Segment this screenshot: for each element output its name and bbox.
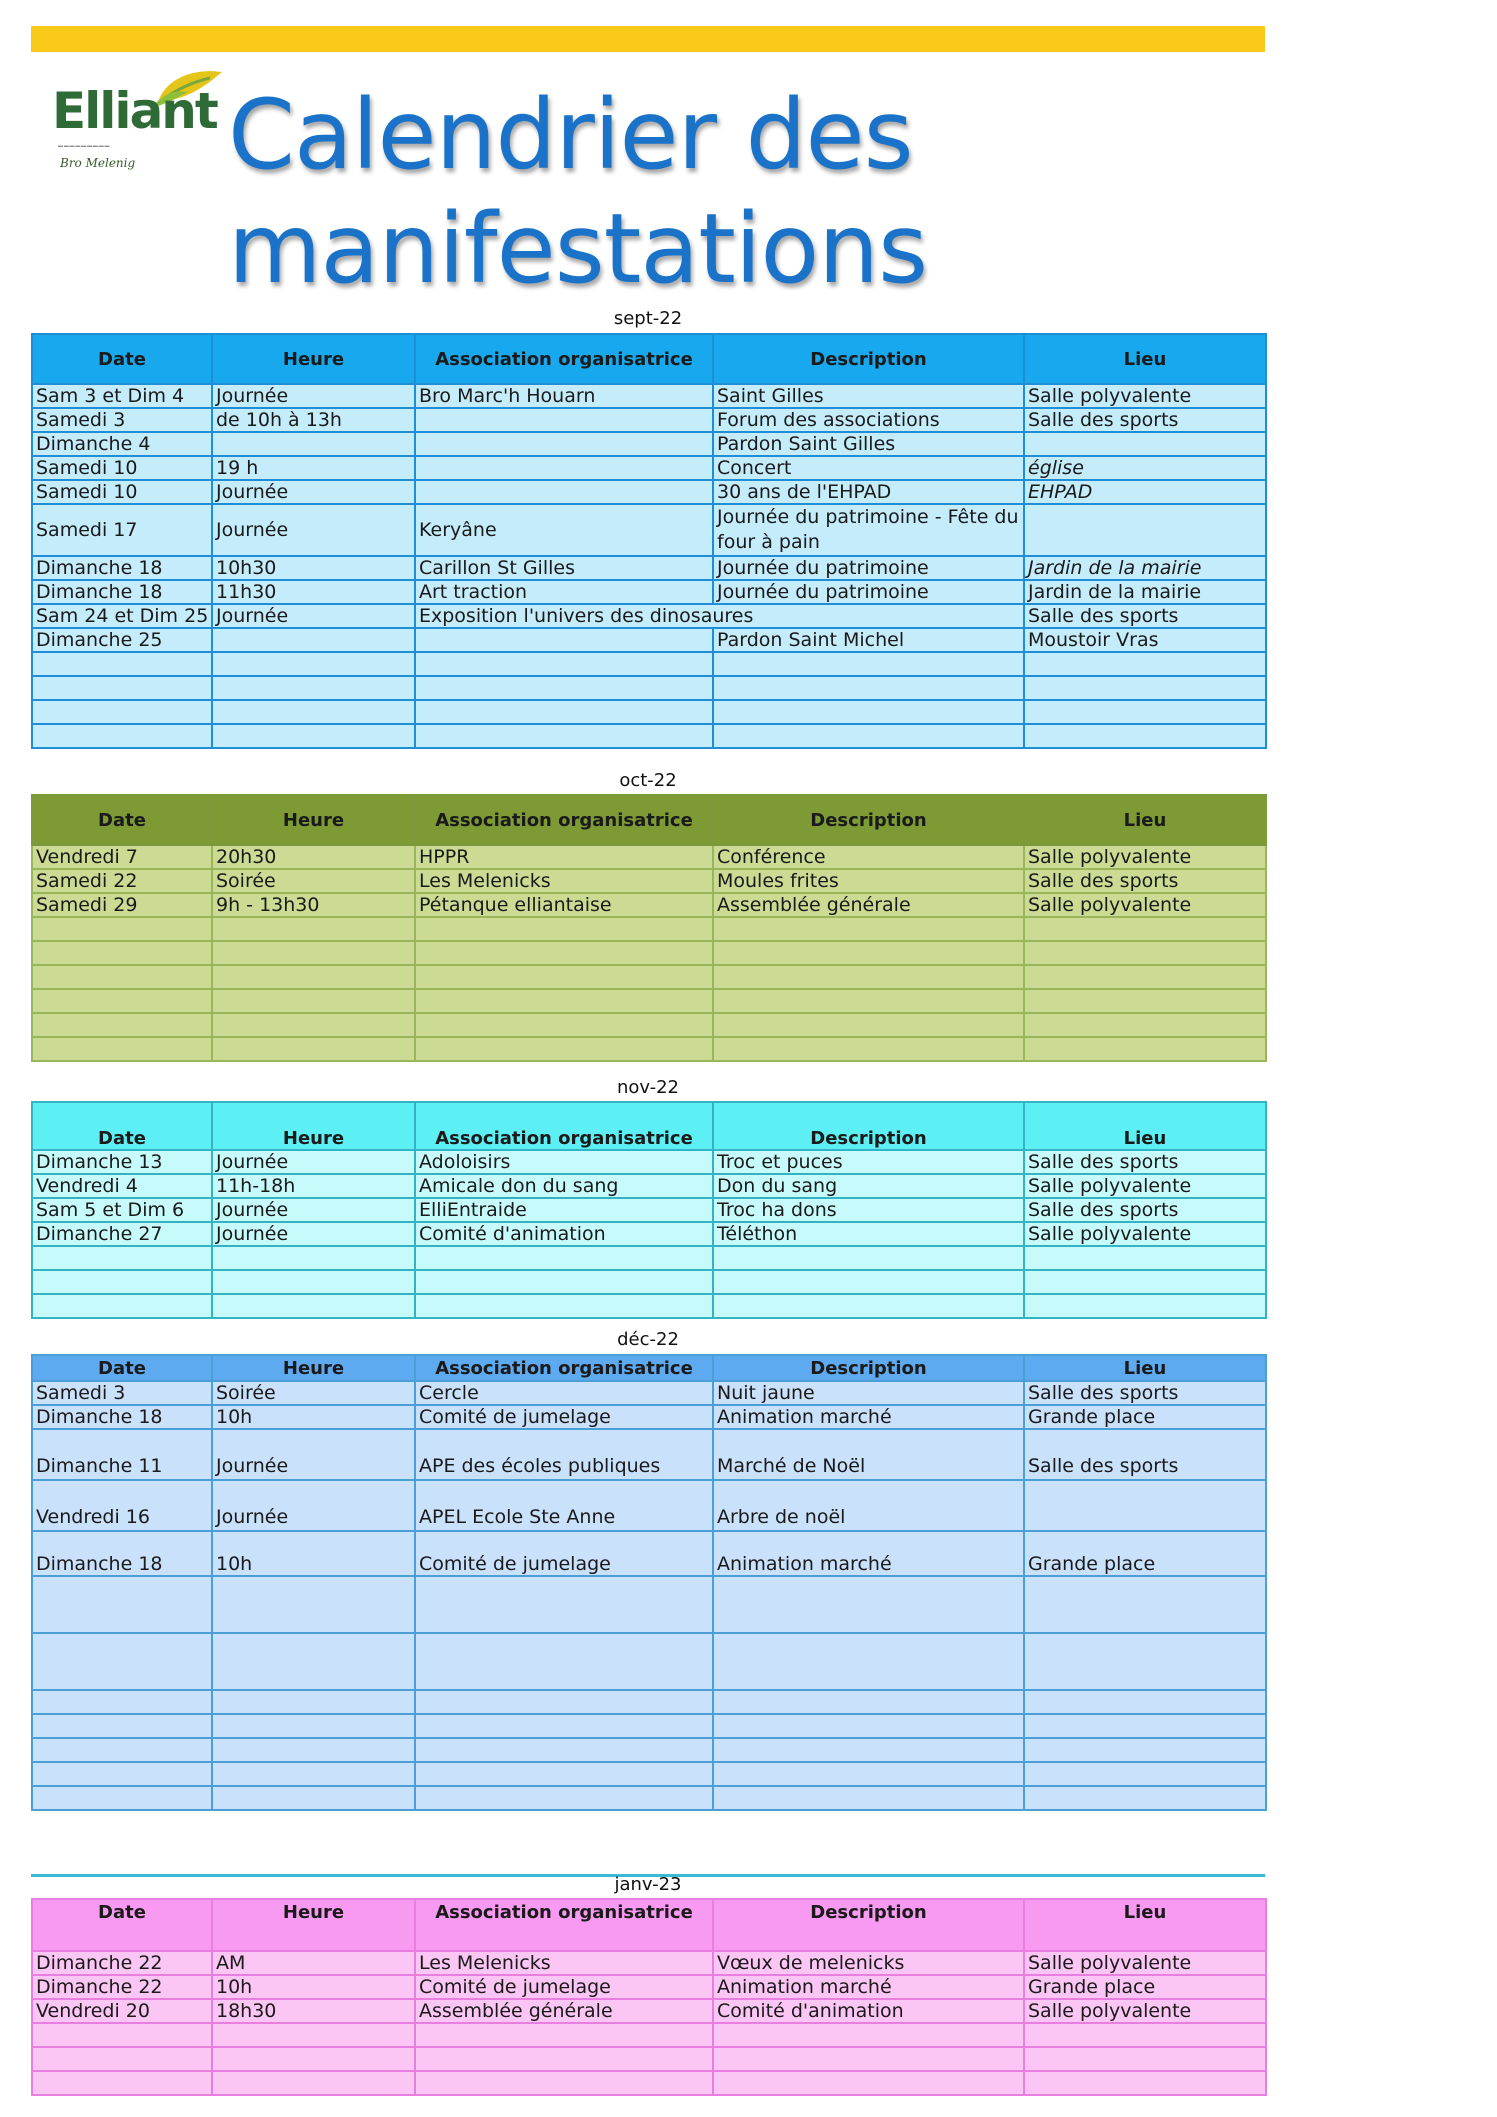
col-lieu: Lieu: [1024, 1899, 1266, 1951]
empty-row: [32, 1786, 1266, 1810]
calendar-table-sept: [31, 333, 1267, 749]
empty-row: [32, 1714, 1266, 1738]
title-line-1: Calendrier des: [228, 79, 913, 191]
cell-date: Sam 5 et Dim 6: [32, 1198, 212, 1222]
cell-heure: 10h: [212, 1405, 415, 1429]
table-row: [32, 480, 1266, 504]
cell-lieu: Grande place: [1024, 1405, 1266, 1429]
cell-date: Samedi 17: [32, 504, 212, 556]
col-description: Description: [713, 334, 1024, 384]
cell-date: Samedi 3: [32, 408, 212, 432]
cell-heure: 10h: [212, 1531, 415, 1576]
col-date: Date: [32, 1899, 212, 1951]
col-lieu: Lieu: [1024, 334, 1266, 384]
cell-heure: Journée: [212, 480, 415, 504]
cell-association: Les Melenicks: [415, 1951, 713, 1975]
cell-association: Comité de jumelage: [415, 1405, 713, 1429]
cell-lieu: Jardin de la mairie: [1024, 556, 1266, 580]
calendar-table-oct: [31, 794, 1267, 1062]
table-header: [32, 1355, 1266, 1381]
cell-description: Forum des associations: [713, 408, 1024, 432]
cell-date: Vendredi 7: [32, 845, 212, 869]
cell-heure: 18h30: [212, 1999, 415, 2023]
cell-association: Keryâne: [415, 504, 713, 556]
cell-association: Carillon St Gilles: [415, 556, 713, 580]
cell-description: Troc et puces: [713, 1150, 1024, 1174]
title-line-2: manifestations: [228, 193, 928, 305]
table-row: [32, 1429, 1266, 1480]
empty-row: [32, 1294, 1266, 1318]
cell-lieu: Salle des sports: [1024, 1381, 1266, 1405]
cell-lieu: Salle polyvalente: [1024, 1951, 1266, 1975]
table-row: [32, 1951, 1266, 1975]
cell-description: Pardon Saint Michel: [713, 628, 1024, 652]
table-header: [32, 334, 1266, 384]
cell-heure: Journée: [212, 1480, 415, 1531]
col-association: Association organisatrice: [415, 1355, 713, 1381]
cell-description: Conférence: [713, 845, 1024, 869]
cell-lieu: Salle polyvalente: [1024, 1174, 1266, 1198]
cell-lieu: Jardin de la mairie: [1024, 580, 1266, 604]
cell-association: [415, 628, 713, 652]
cell-lieu: Salle polyvalente: [1024, 384, 1266, 408]
table-header: [32, 1899, 1266, 1951]
cell-heure: de 10h à 13h: [212, 408, 415, 432]
cell-heure: 10h30: [212, 556, 415, 580]
calendar-table-jan: [31, 1898, 1267, 2096]
empty-row: [32, 2047, 1266, 2071]
empty-row: [32, 1633, 1266, 1690]
cell-description: Téléthon: [713, 1222, 1024, 1246]
table-row: [32, 1222, 1266, 1246]
table-row: [32, 1198, 1266, 1222]
table-row: [32, 869, 1266, 893]
cell-association: Assemblée générale: [415, 1999, 713, 2023]
cell-heure: Soirée: [212, 869, 415, 893]
table-row: [32, 845, 1266, 869]
empty-row: [32, 1738, 1266, 1762]
table-row: [32, 408, 1266, 432]
cell-heure: [212, 432, 415, 456]
cell-heure: Journée: [212, 504, 415, 556]
col-heure: Heure: [212, 1899, 415, 1951]
empty-row: [32, 1762, 1266, 1786]
table-row: [32, 1999, 1266, 2023]
cell-heure: 11h30: [212, 580, 415, 604]
cell-date: Dimanche 27: [32, 1222, 212, 1246]
cell-association: [415, 408, 713, 432]
col-date: Date: [32, 1102, 212, 1150]
cell-heure: 19 h: [212, 456, 415, 480]
calendar-table-nov: [31, 1101, 1267, 1319]
cell-lieu: Salle des sports: [1024, 1198, 1266, 1222]
cell-heure: Journée: [212, 1198, 415, 1222]
cell-date: Vendredi 20: [32, 1999, 212, 2023]
month-label-dec: déc-22: [617, 1329, 679, 1350]
cell-description: Animation marché: [713, 1531, 1024, 1576]
empty-row: [32, 1246, 1266, 1270]
cell-association: APEL Ecole Ste Anne: [415, 1480, 713, 1531]
cell-association: Exposition l'univers des dinosaures: [415, 604, 1024, 628]
logo-wordmark: Elliant: [52, 82, 217, 140]
cell-lieu: [1024, 432, 1266, 456]
empty-row: [32, 941, 1266, 965]
col-description: Description: [713, 1355, 1024, 1381]
cell-description: Moules frites: [713, 869, 1024, 893]
cell-association: Les Melenicks: [415, 869, 713, 893]
page-title: [228, 78, 988, 306]
col-association: Association organisatrice: [415, 1102, 713, 1150]
cell-heure: AM: [212, 1951, 415, 1975]
col-description: Description: [713, 795, 1024, 845]
col-association: Association organisatrice: [415, 1899, 713, 1951]
cell-heure: 20h30: [212, 845, 415, 869]
cell-date: Dimanche 11: [32, 1429, 212, 1480]
cell-description: Animation marché: [713, 1975, 1024, 1999]
cell-date: Dimanche 18: [32, 1531, 212, 1576]
table-row: [32, 1381, 1266, 1405]
col-date: Date: [32, 334, 212, 384]
month-label-nov: nov-22: [617, 1077, 679, 1098]
cell-association: [415, 480, 713, 504]
cell-date: Vendredi 16: [32, 1480, 212, 1531]
cell-heure: Journée: [212, 1150, 415, 1174]
cell-lieu: Salle polyvalente: [1024, 893, 1266, 917]
table-row: [32, 580, 1266, 604]
table-row: [32, 504, 1266, 556]
empty-row: [32, 676, 1266, 700]
table-row: [32, 1150, 1266, 1174]
cell-description: Pardon Saint Gilles: [713, 432, 1024, 456]
logo-tagline: Bro Melenig: [60, 156, 136, 170]
empty-row: [32, 700, 1266, 724]
cell-heure: Journée: [212, 1429, 415, 1480]
col-heure: Heure: [212, 1355, 415, 1381]
cell-date: Sam 3 et Dim 4: [32, 384, 212, 408]
table-row: [32, 556, 1266, 580]
cell-heure: Journée: [212, 604, 415, 628]
col-description: Description: [713, 1899, 1024, 1951]
cell-heure: 9h - 13h30: [212, 893, 415, 917]
table-row: [32, 1480, 1266, 1531]
cell-association: HPPR: [415, 845, 713, 869]
cell-description: Journée du patrimoine: [713, 580, 1024, 604]
cell-association: [415, 456, 713, 480]
col-association: Association organisatrice: [415, 795, 713, 845]
col-heure: Heure: [212, 334, 415, 384]
empty-row: [32, 2071, 1266, 2095]
cell-heure: [212, 628, 415, 652]
empty-row: [32, 724, 1266, 748]
table-header: [32, 1102, 1266, 1150]
cell-description: Nuit jaune: [713, 1381, 1024, 1405]
empty-row: [32, 1037, 1266, 1061]
cell-description: Saint Gilles: [713, 384, 1024, 408]
col-lieu: Lieu: [1024, 795, 1266, 845]
empty-row: [32, 1690, 1266, 1714]
cell-description: Arbre de noël: [713, 1480, 1024, 1531]
cell-date: Samedi 3: [32, 1381, 212, 1405]
cell-date: Dimanche 18: [32, 556, 212, 580]
cell-lieu: Moustoir Vras: [1024, 628, 1266, 652]
table-row: [32, 1405, 1266, 1429]
calendar-table-dec: [31, 1354, 1267, 1811]
month-label-jan: janv-23: [614, 1874, 682, 1895]
cell-association: [415, 432, 713, 456]
cell-date: Dimanche 22: [32, 1975, 212, 1999]
cell-association: Cercle: [415, 1381, 713, 1405]
cell-heure: Journée: [212, 384, 415, 408]
table-row: [32, 628, 1266, 652]
cell-description: Vœux de melenicks: [713, 1951, 1024, 1975]
cell-date: Samedi 10: [32, 456, 212, 480]
cell-date: Dimanche 18: [32, 1405, 212, 1429]
cell-date: Samedi 10: [32, 480, 212, 504]
cell-association: Amicale don du sang: [415, 1174, 713, 1198]
col-association: Association organisatrice: [415, 334, 713, 384]
table-header: [32, 795, 1266, 845]
cell-lieu: Salle polyvalente: [1024, 845, 1266, 869]
col-heure: Heure: [212, 1102, 415, 1150]
cell-description: Assemblée générale: [713, 893, 1024, 917]
table-row: [32, 1174, 1266, 1198]
cell-date: Dimanche 13: [32, 1150, 212, 1174]
cell-description: 30 ans de l'EHPAD: [713, 480, 1024, 504]
cell-lieu: Grande place: [1024, 1975, 1266, 1999]
cell-date: Vendredi 4: [32, 1174, 212, 1198]
cell-lieu: Salle polyvalente: [1024, 1222, 1266, 1246]
cell-association: Comité de jumelage: [415, 1531, 713, 1576]
table-row: [32, 1975, 1266, 1999]
cell-date: Dimanche 25: [32, 628, 212, 652]
cell-association: Art traction: [415, 580, 713, 604]
empty-row: [32, 1576, 1266, 1633]
cell-association: Bro Marc'h Houarn: [415, 384, 713, 408]
cell-date: Samedi 29: [32, 893, 212, 917]
col-lieu: Lieu: [1024, 1102, 1266, 1150]
elliant-logo: [52, 64, 217, 174]
cell-description: Animation marché: [713, 1405, 1024, 1429]
cell-lieu: Salle des sports: [1024, 1429, 1266, 1480]
table-row: [32, 604, 1266, 628]
cell-association: Comité de jumelage: [415, 1975, 713, 1999]
cell-association: ElliEntraide: [415, 1198, 713, 1222]
col-date: Date: [32, 1355, 212, 1381]
cell-date: Dimanche 22: [32, 1951, 212, 1975]
table-row: [32, 384, 1266, 408]
cell-lieu: église: [1024, 456, 1266, 480]
cell-date: Samedi 22: [32, 869, 212, 893]
cell-date: Dimanche 4: [32, 432, 212, 456]
cell-heure: 10h: [212, 1975, 415, 1999]
cell-date: Dimanche 18: [32, 580, 212, 604]
empty-row: [32, 917, 1266, 941]
cell-association: APE des écoles publiques: [415, 1429, 713, 1480]
cell-lieu: EHPAD: [1024, 480, 1266, 504]
empty-row: [32, 1270, 1266, 1294]
table-row: [32, 1531, 1266, 1576]
cell-description: Comité d'animation: [713, 1999, 1024, 2023]
cell-description: Don du sang: [713, 1174, 1024, 1198]
cell-heure: 11h-18h: [212, 1174, 415, 1198]
cell-lieu: Salle des sports: [1024, 408, 1266, 432]
cell-description: Journée du patrimoine: [713, 556, 1024, 580]
cell-description: Journée du patrimoine - Fête du four à pain: [713, 504, 1024, 556]
cell-lieu: Salle des sports: [1024, 604, 1266, 628]
cell-lieu: [1024, 504, 1266, 556]
empty-row: [32, 965, 1266, 989]
cell-lieu: [1024, 1480, 1266, 1531]
cell-date: Sam 24 et Dim 25: [32, 604, 212, 628]
cell-heure: Soirée: [212, 1381, 415, 1405]
cell-description: Troc ha dons: [713, 1198, 1024, 1222]
col-lieu: Lieu: [1024, 1355, 1266, 1381]
month-label-oct: oct-22: [619, 770, 677, 791]
col-description: Description: [713, 1102, 1024, 1150]
cell-association: Adoloisirs: [415, 1150, 713, 1174]
cell-heure: Journée: [212, 1222, 415, 1246]
table-row: [32, 893, 1266, 917]
table-row: [32, 456, 1266, 480]
cell-association: Pétanque elliantaise: [415, 893, 713, 917]
top-yellow-bar: [31, 26, 1265, 52]
empty-row: [32, 2023, 1266, 2047]
col-heure: Heure: [212, 795, 415, 845]
cell-association: Comité d'animation: [415, 1222, 713, 1246]
cell-description: Marché de Noël: [713, 1429, 1024, 1480]
cell-description: Concert: [713, 456, 1024, 480]
empty-row: [32, 652, 1266, 676]
cell-lieu: Grande place: [1024, 1531, 1266, 1576]
cell-lieu: Salle des sports: [1024, 1150, 1266, 1174]
table-row: [32, 432, 1266, 456]
col-date: Date: [32, 795, 212, 845]
logo-underline: ━━━━━━━━━: [58, 142, 111, 151]
empty-row: [32, 1013, 1266, 1037]
empty-row: [32, 989, 1266, 1013]
cell-lieu: Salle polyvalente: [1024, 1999, 1266, 2023]
month-label-sept: sept-22: [613, 308, 683, 329]
cell-lieu: Salle des sports: [1024, 869, 1266, 893]
